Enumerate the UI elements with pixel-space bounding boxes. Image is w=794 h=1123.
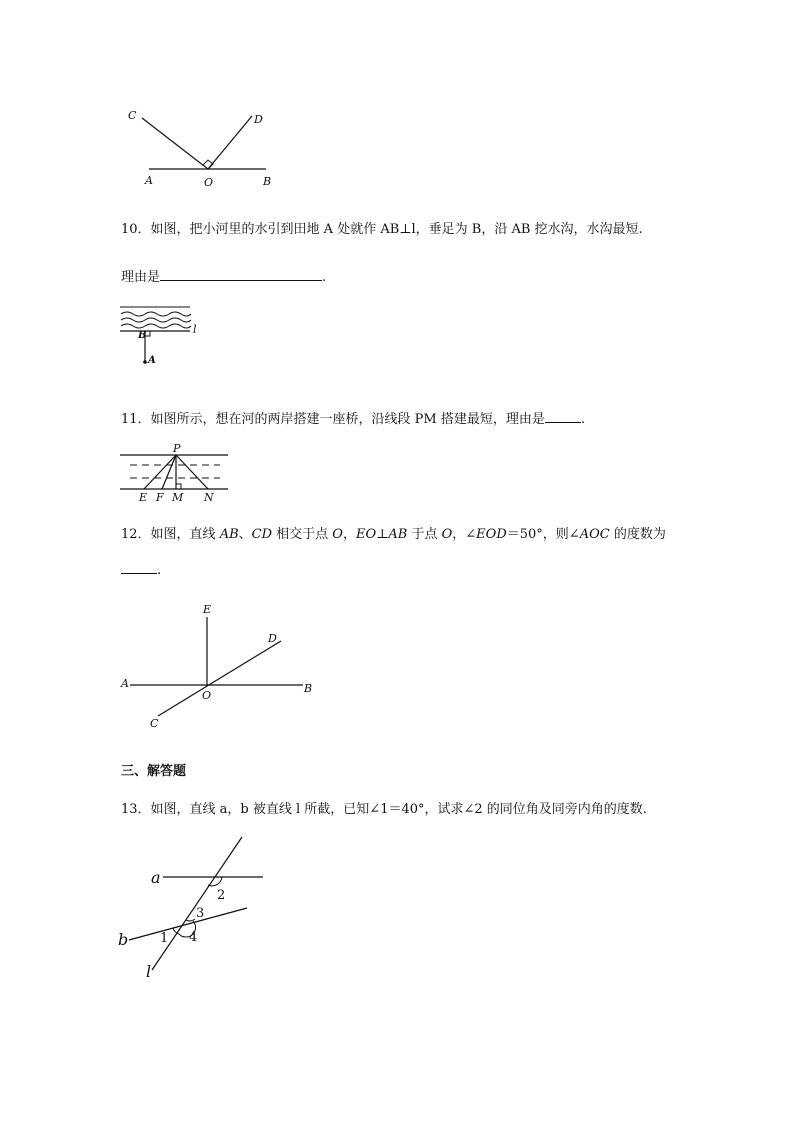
text: ⊥ (376, 527, 389, 542)
label-n: N (204, 491, 214, 504)
symbol: CD (251, 527, 273, 542)
period: . (580, 412, 586, 427)
label-c: C (128, 109, 137, 122)
label-l: l (193, 323, 197, 336)
label-d: D (254, 113, 263, 126)
river-wave (121, 324, 191, 328)
river-wave (121, 318, 191, 322)
period: . (322, 270, 327, 285)
question-number: 12． (121, 527, 151, 542)
question-text: 如图所示，想在河的两岸搭建一座桥，沿线段 PM 搭建最短，理由是 (150, 412, 545, 427)
label-e: E (203, 603, 212, 616)
question-10 (121, 221, 643, 239)
symbol: O (332, 527, 343, 542)
river-wave (121, 312, 191, 316)
text: ， (342, 527, 356, 542)
reason-prefix: 理由是 (121, 270, 161, 285)
symbol: AB (388, 527, 408, 542)
segment-pe (144, 455, 176, 489)
label-o: O (204, 176, 214, 189)
question-text: 如图，把小河里的水引到田地 A 处就作 AB⊥l，垂足为 B，沿 AB 挖水沟，水沟最短. (150, 222, 643, 237)
right-angle-mark (176, 484, 181, 489)
line-b (129, 908, 247, 940)
text: ＝50°，则∠ (506, 527, 580, 542)
label-o: O (202, 689, 212, 702)
label-f: F (156, 491, 164, 504)
label-c: C (150, 717, 159, 730)
figure-transversal (115, 835, 275, 980)
question-11 (121, 410, 585, 429)
label-a: a (151, 868, 161, 887)
question-10-reason (121, 268, 326, 287)
symbol: EO (355, 527, 377, 542)
label-a: A (145, 174, 153, 187)
point-a (143, 360, 147, 364)
label-b: b (118, 930, 129, 949)
question-number: 11． (121, 412, 151, 427)
segment-pf (162, 455, 176, 489)
text: 如图，直线 (150, 527, 220, 542)
symbol: AOC (579, 527, 610, 542)
symbol: EOD (476, 527, 507, 542)
figure-intersecting-lines (118, 600, 328, 735)
figure-bridge (118, 443, 233, 505)
label-angle-3: 3 (196, 906, 205, 921)
label-angle-2: 2 (217, 888, 226, 903)
figure-angle-cod (120, 100, 290, 195)
text: 、 (238, 527, 252, 542)
text: 的度数为 (609, 527, 666, 542)
answer-blank[interactable] (160, 268, 322, 281)
angle-3-arc (186, 919, 195, 921)
text: 相交于点 (272, 527, 333, 542)
label-b: B (138, 330, 147, 341)
question-text: 如图，直线 a，b 被直线 l 所截，已知∠1＝40°，试求∠2 的同位角及同旁内角的度数. (150, 802, 647, 817)
label-angle-4: 4 (189, 930, 198, 945)
symbol: AB (219, 527, 239, 542)
symbol: O (441, 527, 453, 542)
ray-oc (142, 118, 208, 169)
text: ，∠ (452, 527, 477, 542)
line-l (152, 837, 242, 970)
text: 于点 (407, 527, 442, 542)
answer-blank[interactable] (121, 561, 157, 574)
question-12-answer (121, 561, 161, 580)
label-b: B (263, 175, 272, 188)
question-13 (121, 801, 647, 819)
label-a: A (148, 355, 156, 366)
label-a: A (121, 677, 129, 690)
answer-blank[interactable] (545, 410, 581, 423)
label-p: P (173, 442, 181, 455)
question-number: 10． (121, 222, 151, 237)
question-12 (121, 526, 666, 544)
question-number: 13． (121, 802, 151, 817)
label-l: l (146, 962, 152, 981)
figure-river-ditch (118, 304, 208, 374)
label-d: D (268, 632, 277, 645)
label-b: B (304, 682, 313, 695)
label-e: E (139, 491, 148, 504)
label-angle-1: 1 (160, 931, 169, 946)
section-title: 三、解答题 (121, 764, 187, 779)
ray-od (208, 116, 252, 169)
period: . (157, 563, 162, 578)
label-m: M (172, 491, 184, 504)
line-cd (158, 641, 281, 716)
